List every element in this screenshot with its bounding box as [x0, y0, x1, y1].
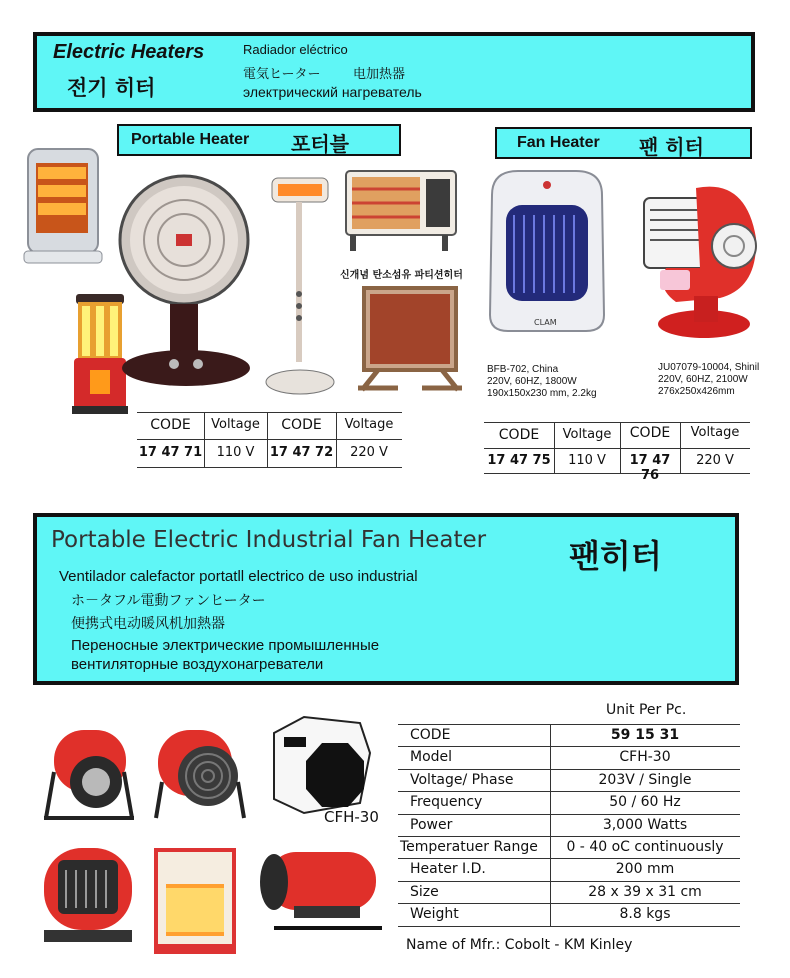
fan-code-2: 17 47 76 [629, 453, 671, 483]
fan-heater-label [495, 127, 752, 159]
spec-label: Weight [410, 906, 459, 923]
portable-hdr-voltage-1: Voltage [211, 417, 260, 432]
spec-label: Voltage/ Phase [410, 771, 514, 788]
portable-hdr-code-2: CODE [281, 417, 322, 433]
header-title-ko: 전기 히터 [67, 76, 156, 100]
fan-right-caption-line3: 276x250x426mm [658, 386, 735, 397]
portable-hdr-voltage-2: Voltage [344, 417, 394, 432]
fan-label-ko: 팬 히터 [639, 135, 704, 159]
industrial-ru-1: Переносные электрические промышленные [71, 637, 380, 654]
spec-value: 200 mm [615, 861, 675, 878]
portable-hdr-code-1: CODE [150, 417, 191, 433]
industrial-heater-ptc-image [40, 830, 136, 946]
spec-label: Size [410, 883, 439, 900]
header-zh: 电加热器 [353, 67, 406, 82]
unit-per-pc-label: Unit Per Pc. [606, 702, 687, 718]
round-reflector-heater-image [118, 168, 254, 394]
spec-value: 8.8 kgs [619, 906, 671, 923]
fan-hdr-code-2: CODE [629, 425, 671, 441]
industrial-heater-box-image [150, 844, 240, 958]
spec-value: 28 x 39 x 31 cm [588, 883, 702, 900]
fan-code-1: 17 47 75 [487, 453, 551, 468]
spec-row-divider [398, 926, 740, 927]
spec-value: 203V / Single [598, 771, 692, 788]
industrial-heater-header [33, 513, 739, 685]
red-fan-heater-image [636, 178, 762, 346]
spec-label: Model [410, 749, 453, 766]
portable-voltage-1: 110 V [216, 445, 255, 460]
fan-voltage-1: 110 V [568, 453, 606, 468]
portable-voltage-2: 220 V [350, 445, 388, 460]
industrial-heater-cfh30-image [264, 713, 376, 819]
carbon-panel-heater-image [356, 284, 464, 394]
portable-label-en: Portable Heater [131, 131, 250, 148]
spec-row-divider [398, 858, 740, 859]
industrial-es: Ventilador calefactor portatll electrico de uso industrial [59, 568, 418, 585]
header-ja: 電気ヒーター [243, 67, 321, 82]
fan-label-en: Fan Heater [517, 134, 600, 151]
portable-label-ko: 포터블 [291, 132, 349, 156]
spec-label: CODE [410, 727, 451, 743]
industrial-heater-red-1-image [40, 722, 136, 822]
fan-left-caption [487, 364, 597, 400]
spec-label: Power [410, 816, 453, 833]
header-ru: электрический нагреватель [243, 84, 422, 100]
fan-left-caption-line3: 190x150x230 mm, 2.2kg [487, 388, 597, 399]
industrial-title-en: Portable Electric Industrial Fan Heater [51, 527, 487, 553]
spec-row-divider [398, 836, 740, 837]
spec-label: Temperatuer Range [400, 839, 538, 855]
fan-code-table [484, 422, 750, 483]
fan-hdr-voltage-2: Voltage [690, 425, 740, 440]
fan-hdr-voltage-1: Voltage [562, 427, 612, 442]
tower-halogen-heater-image [22, 145, 104, 267]
fan-left-caption-line1: BFB-702, China [487, 364, 559, 375]
spec-label: Frequency [410, 794, 483, 811]
portable-heater-label [117, 124, 401, 156]
spec-value: 59 15 31 [610, 727, 680, 743]
fan-right-caption-line1: JU07079-10004, Shinil [658, 362, 760, 373]
spec-value: CFH-30 [619, 749, 671, 766]
header-title-en: Electric Heaters [53, 41, 205, 63]
portable-code-1: 17 47 71 [138, 445, 203, 460]
industrial-title-ko: 팬히터 [569, 537, 662, 575]
spec-row-divider [398, 746, 740, 747]
spec-row-divider [398, 791, 740, 792]
spec-value: 0 - 40 oC continuously [566, 839, 724, 855]
industrial-heater-red-2-image [150, 722, 250, 822]
spec-row-divider [398, 881, 740, 882]
spec-row-divider [398, 814, 740, 815]
portable-code-2: 17 47 72 [269, 445, 334, 460]
portable-code-table [137, 412, 402, 468]
spec-value: 50 / 60 Hz [609, 794, 681, 811]
header-es: Radiador eléctrico [243, 42, 348, 57]
fan-right-caption-line2: 220V, 60HZ, 2100W [658, 374, 748, 385]
fan-left-caption-line2: 220V, 60HZ, 1800W [487, 376, 577, 387]
box-quartz-heater-image [342, 165, 460, 257]
industrial-ja: ホ－タフル電動ファンヒーター [71, 593, 266, 609]
ceramic-fan-heater-image [478, 165, 616, 345]
industrial-zh: 便携式电动暖风机加熱器 [71, 616, 225, 632]
spec-row-divider [398, 724, 740, 725]
manufacturer-line: Name of Mfr.: Cobolt - KM Kinley [406, 937, 633, 953]
spec-label: Heater I.D. [410, 861, 486, 878]
fan-voltage-2: 220 V [696, 453, 734, 468]
industrial-heater-cannon-image [254, 840, 386, 936]
standing-halogen-heater-image [262, 174, 338, 400]
spec-row-divider [398, 903, 740, 904]
cfh30-tag: CFH-30 [324, 808, 379, 826]
industrial-ru-2: вентиляторные воздухонагреватели [71, 656, 324, 673]
fan-heater-brand: CLAM [534, 318, 557, 327]
spec-row-divider [398, 769, 740, 770]
panel-heater-caption: 신개념 탄소섬유 파티션히터 [340, 270, 463, 281]
fan-hdr-code-1: CODE [498, 427, 540, 443]
electric-heaters-header [33, 32, 755, 112]
fan-right-caption [658, 362, 759, 398]
spec-value: 3,000 Watts [602, 816, 688, 833]
